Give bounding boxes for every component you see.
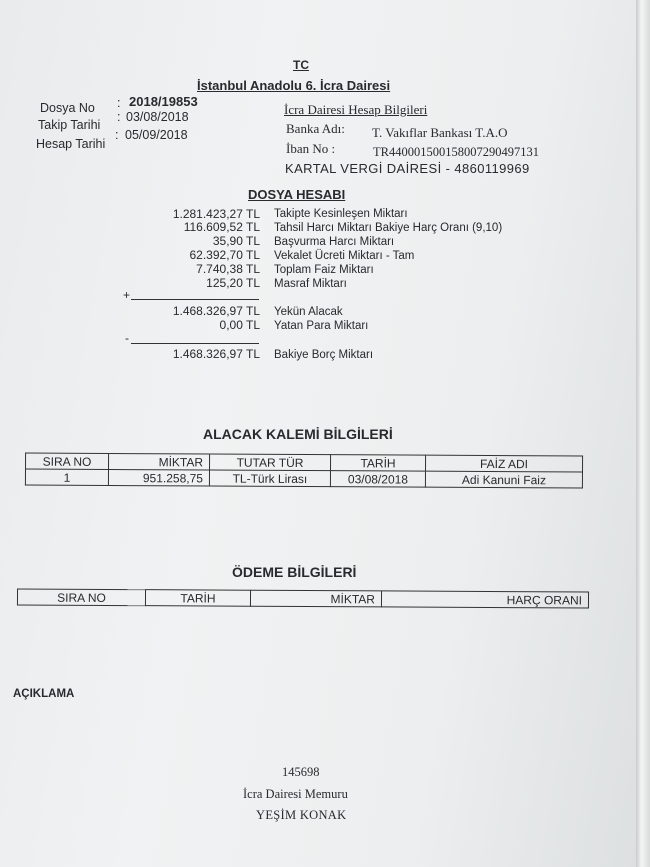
banka-adi-label: Banka Adı: (286, 121, 345, 136)
table-row (25, 469, 582, 488)
amount-masraf: 125,20 TL (206, 276, 260, 290)
alacak-cell-sira-no: 1 (25, 469, 108, 485)
label-bakiye: Bakiye Borç Miktarı (274, 349, 374, 361)
hesap-tarihi-label: Hesap Tarihi (36, 137, 106, 151)
odeme-header-tarih: TARİH (145, 590, 250, 607)
amount-takip: 1.281.423,27 TL (172, 207, 260, 221)
label-faiz: Toplam Faiz Miktarı (274, 264, 374, 276)
takip-tarihi-sep: : (117, 110, 121, 124)
odeme-header-sira-no: SIRA NO (17, 589, 145, 606)
alacak-header-tarih: TARİH (330, 455, 425, 471)
alacak-cell-miktar: 951.258,75 (108, 469, 209, 486)
odeme-title: ÖDEME BİLGİLERİ (232, 564, 357, 580)
label-basvurma: Başvurma Harcı Miktarı (274, 236, 395, 248)
dosya-hesabi-title: DOSYA HESABI (248, 187, 346, 202)
amount-yatan-para: 0,00 TL (219, 318, 260, 332)
aciklama-label: AÇIKLAMA (13, 688, 75, 700)
hesap-tarihi-value: 05/09/2018 (125, 128, 188, 142)
amount-faiz: 7.740,38 TL (196, 262, 260, 276)
takip-tarihi-label: Takip Tarihi (38, 118, 101, 132)
label-vekalet: Vekalet Ücreti Miktarı - Tam (274, 250, 415, 262)
takip-tarihi-value: 03/08/2018 (126, 110, 189, 124)
alacak-header-miktar: MİKTAR (109, 453, 210, 470)
bank-info-title: İcra Dairesi Hesap Bilgileri (284, 102, 428, 117)
odeme-table (17, 589, 589, 609)
label-yekun: Yekün Alacak (274, 306, 343, 318)
amount-vekalet: 62.392,70 TL (189, 248, 260, 262)
iban-label: İban No : (286, 141, 336, 156)
signature-role: İcra Dairesi Memuru (243, 787, 348, 801)
dosya-no-label: Dosya No (40, 101, 95, 115)
signature-name: YEŞİM KONAK (256, 808, 347, 822)
alacak-cell-tutar-tur: TL-Türk Lirası (209, 470, 330, 487)
amount-yekun: 1.468.326,97 TL (172, 304, 260, 318)
alacak-header-faiz-adi: FAİZ ADI (425, 455, 582, 472)
alacak-title: ALACAK KALEMİ BİLGİLERİ (203, 426, 393, 442)
hesap-tarihi-sep: : (115, 128, 119, 142)
alacak-table (25, 453, 583, 489)
minus-sign: - (125, 331, 129, 345)
dosya-no-value: 2018/19853 (129, 94, 198, 109)
amount-bakiye: 1.468.326,97 TL (172, 347, 260, 361)
label-takip: Takipte Kesinleşen Miktarı (274, 208, 408, 220)
page-edge-shadow (636, 0, 650, 867)
amount-tahsil-harci: 116.609,52 TL (183, 220, 260, 234)
signature-code: 145698 (282, 765, 320, 779)
alacak-cell-tarih: 03/08/2018 (330, 471, 425, 487)
plus-sign: + (123, 288, 131, 302)
alacak-header-tutar-tur: TUTAR TÜR (210, 454, 331, 471)
difference-rule (131, 343, 259, 344)
odeme-header-harc-orani: HARÇ ORANI (381, 591, 588, 608)
dosya-no-sep: : (117, 96, 121, 110)
label-masraf: Masraf Miktarı (274, 278, 347, 290)
alacak-cell-faiz-adi: Adi Kanuni Faiz (425, 471, 582, 488)
tax-office: KARTAL VERGİ DAİRESİ - 4860119969 (285, 161, 530, 176)
odeme-header-miktar: MİKTAR (250, 590, 381, 607)
alacak-header-sira-no: SIRA NO (26, 453, 109, 469)
iban-value: TR440001500158007290497131 (373, 145, 539, 159)
amount-basvurma: 35,90 TL (212, 234, 260, 248)
court-name: İstanbul Anadolu 6. İcra Dairesi (197, 78, 391, 93)
label-yatan-para: Yatan Para Miktarı (274, 320, 369, 332)
label-tahsil-harci: Tahsil Harcı Miktarı Bakiye Harç Oranı (9,10) (274, 222, 503, 234)
odeme-header-row (17, 589, 588, 608)
banka-adi-value: T. Vakıflar Bankası T.A.O (372, 125, 508, 140)
header-tc: TC (293, 58, 309, 72)
sum-rule (131, 299, 259, 300)
